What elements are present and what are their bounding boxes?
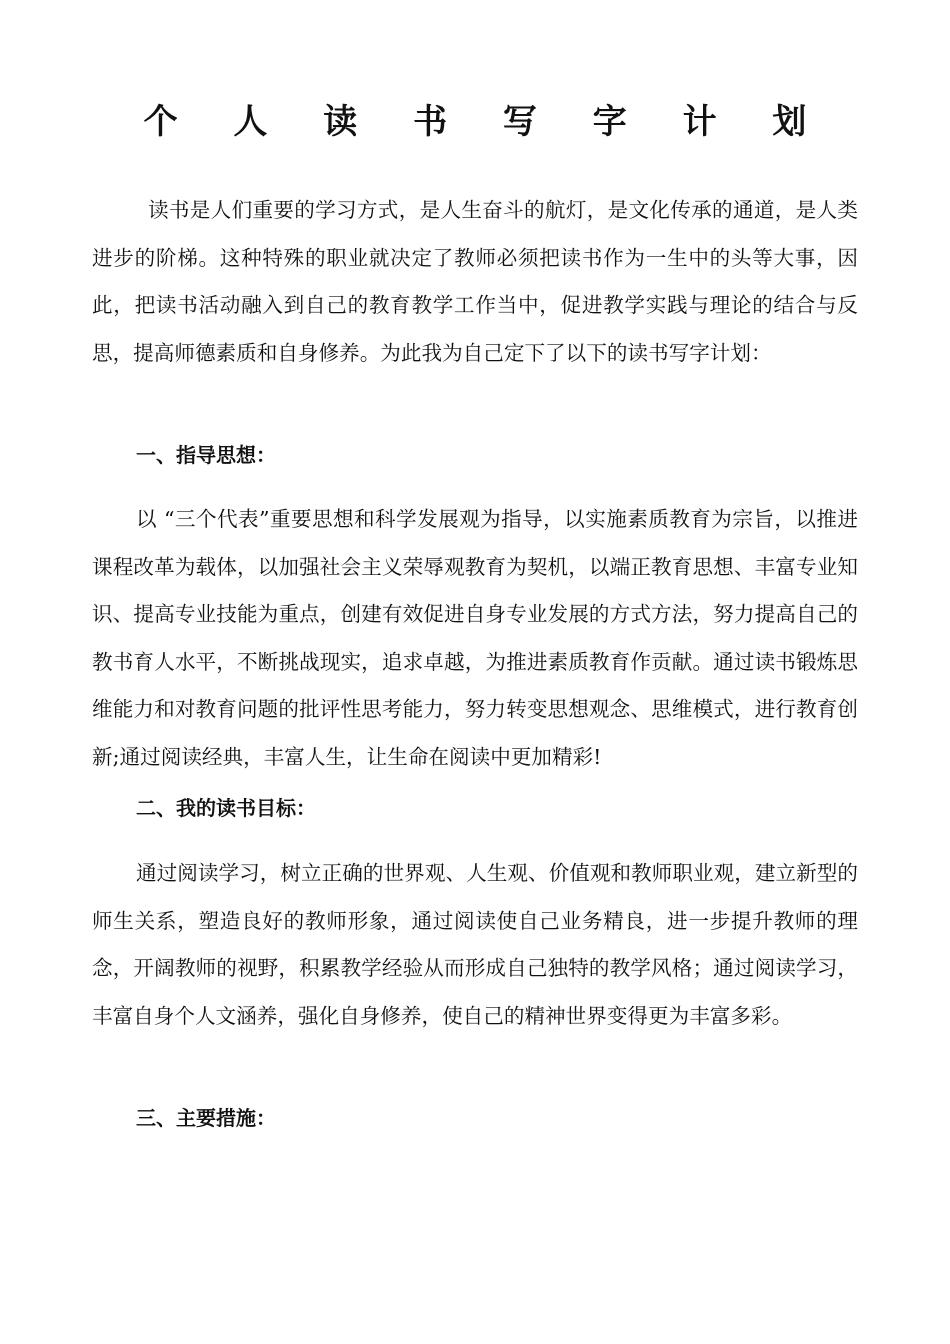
section-body-guiding-ideology: 以 “三个代表”重要思想和科学发展观为指导，以实施素质教育为宗旨，以推进课程改革为载体，以加强社会主义荣辱观教育为契机，以端正教育思想、丰富专业知识、提高专业技能为重点，创建有效促进自身专业发展的方式方法，努力提高自己的教书育人水平，不断挑战现实，追求卓越，为推进素质教育作贡献。通过读书锻炼思维能力和对教育问题的批评性思考能力，努力转变思想观念、思维模式，进行教育创新;通过阅读经典，丰富人生，让生命在阅读中更加精彩! [92, 507, 858, 769]
document-title: 个 人 读 书 写 字 计 划 [143, 102, 829, 142]
section-heading-main-measures: 三、主要措施： [136, 1106, 276, 1130]
section-body-reading-goals: 通过阅读学习，树立正确的世界观、人生观、价值观和教师职业观，建立新型的师生关系，塑造良好的教师形象，通过阅读使自己业务精良，进一步提升教师的理念，开阔教师的视野，积累教学经验从而形成自己独特的教学风格；通过阅读学习，丰富自身个人文涵养，强化自身修养，使自己的精神世界变得更为丰富多彩。 [92, 861, 858, 1028]
section-heading-guiding-ideology: 一、指导思想： [136, 443, 276, 467]
section-heading-reading-goals: 二、我的读书目标： [136, 796, 316, 820]
intro-paragraph: 读书是人们重要的学习方式，是人生奋斗的航灯，是文化传承的通道，是人类进步的阶梯。这种特殊的职业就决定了教师必须把读书作为一生中的头等大事，因此，把读书活动融入到自己的教育教学工作当中，促进教学实践与理论的结合与反思，提高师德素质和自身修养。为此我为自己定下了以下的读书写字计划： [92, 198, 858, 365]
